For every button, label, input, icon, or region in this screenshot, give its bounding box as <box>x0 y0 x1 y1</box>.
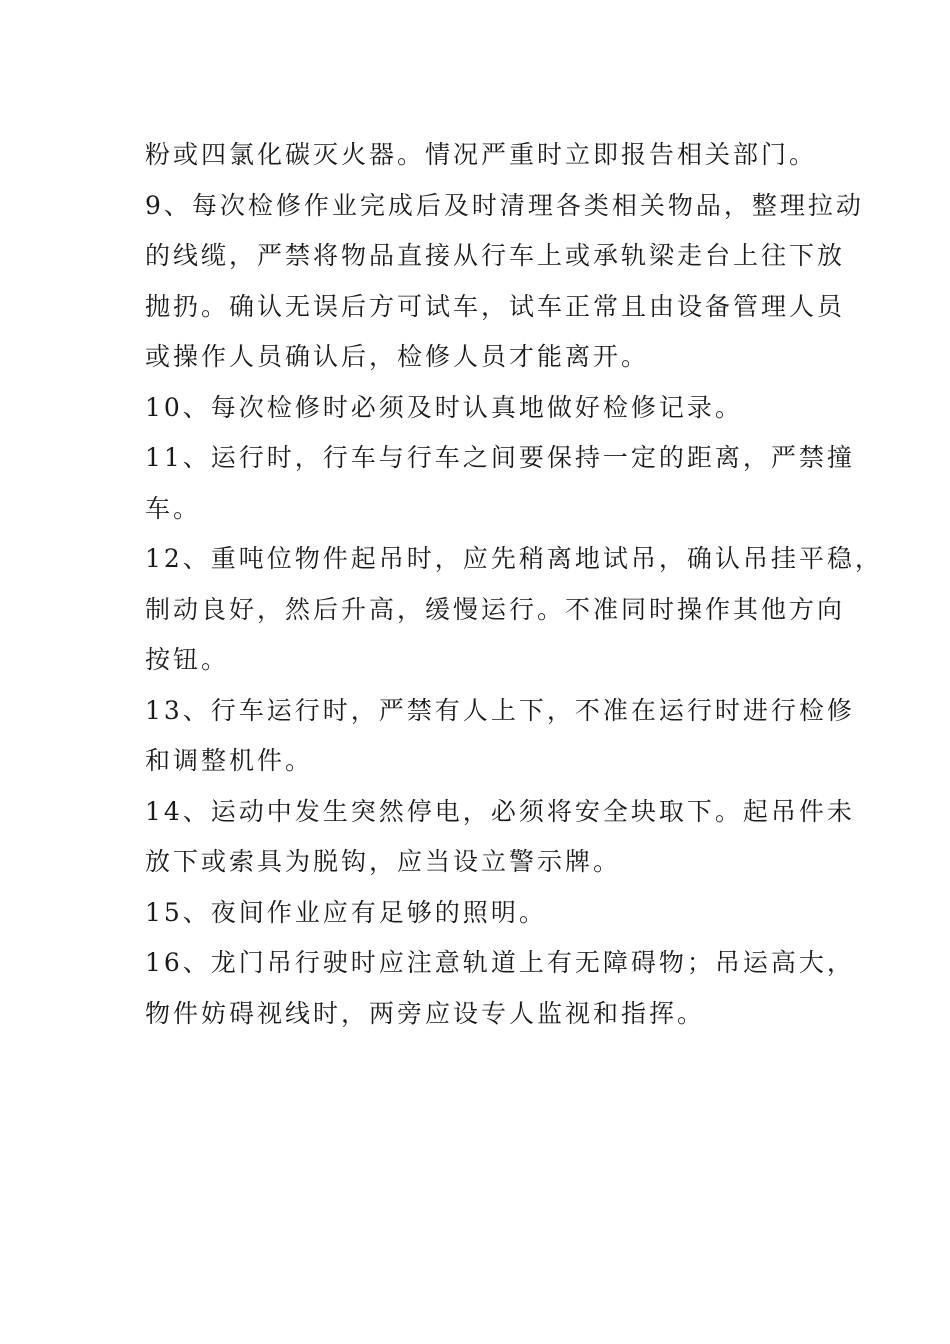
text-line: 和调整机件。 <box>145 746 314 775</box>
text-line: 11、运行时，行车与行车之间要保持一定的距离，严禁撞 <box>145 443 855 472</box>
text-line: 的线缆，严禁将物品直接从行车上或承轨梁走台上往下放 <box>145 241 846 270</box>
text-line: 或操作人员确认后，检修人员才能离开。 <box>145 342 650 371</box>
text-line: 13、行车运行时，严禁有人上下，不准在运行时进行检修 <box>145 695 855 725</box>
text-line: 12、重吨位物件起吊时，应先稍离地试吊，确认吊挂平稳， <box>145 544 883 573</box>
text-line: 车。 <box>145 493 202 523</box>
text-line: 15、夜间作业应有足够的照明。 <box>145 897 547 927</box>
text-line: 按钮。 <box>145 645 230 674</box>
text-line: 抛扔。确认无误后方可试车，试车正常且由设备管理人员 <box>145 291 846 321</box>
text-line: 物件妨碍视线时，两旁应设专人监视和指挥。 <box>145 998 706 1028</box>
text-line: 14、运动中发生突然停电，必须将安全块取下。起吊件未 <box>145 796 855 826</box>
text-line: 16、龙门吊行驶时应注意轨道上有无障碍物；吊运高大， <box>145 948 855 977</box>
text-line: 粉或四氯化碳灭火器。情况严重时立即报告相关部门。 <box>145 140 818 169</box>
text-line: 制动良好，然后升高，缓慢运行。不准同时操作其他方向 <box>145 594 846 624</box>
text-line: 放下或索具为脱钩，应当设立警示牌。 <box>145 847 622 876</box>
text-line: 9、每次检修作业完成后及时清理各类相关物品，整理拉动 <box>145 190 864 220</box>
document-body <box>145 130 883 1039</box>
text-line: 10、每次检修时必须及时认真地做好检修记录。 <box>145 392 743 422</box>
